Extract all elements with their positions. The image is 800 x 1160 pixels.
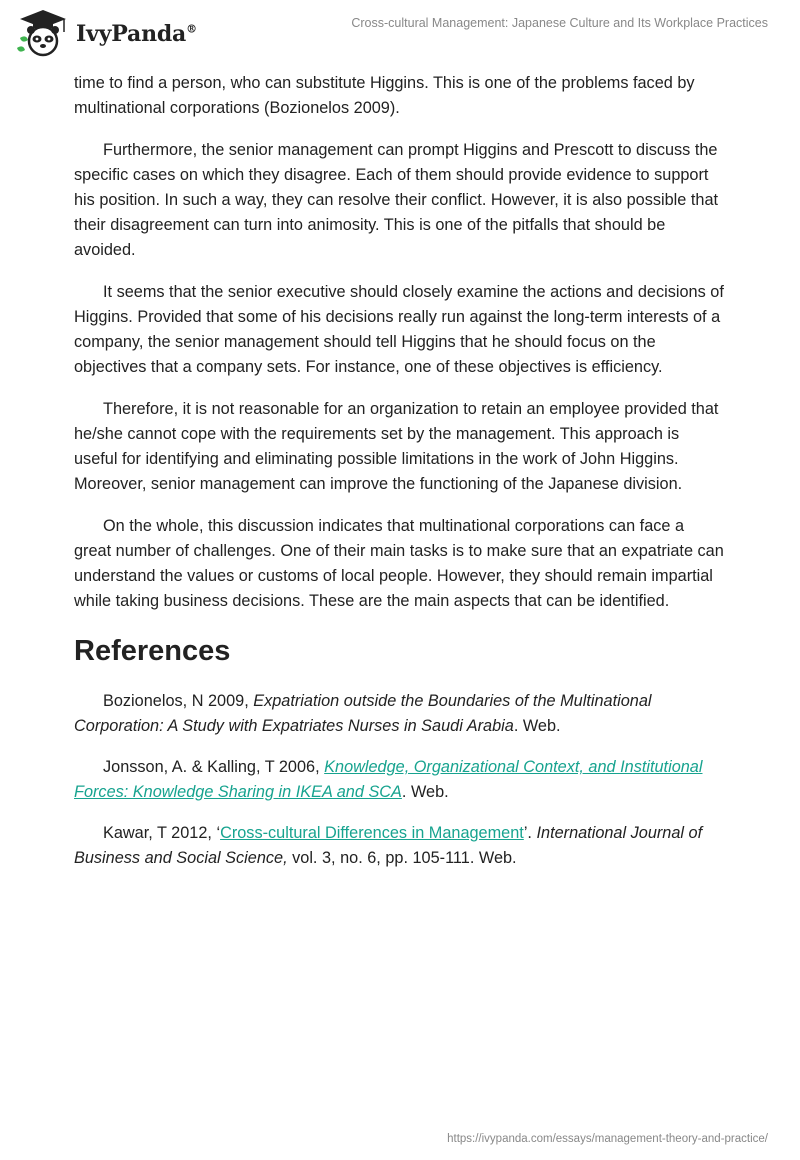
reference-link[interactable]: Cross-cultural Differences in Management (220, 824, 524, 842)
reference-link[interactable]: Knowledge, Organizational Context, and Institutional Forces: Knowledge Sharing in IKEA and SCA (74, 758, 703, 801)
paragraph: time to find a person, who can substitute Higgins. This is one of the problems faced by multinational corporations (Bozionelos 2009). (74, 74, 695, 117)
reference-title: Expatriation outside the Boundaries of the Multinational Corporation: A Study with Expatriates Nurses in Saudi Arabia (74, 692, 652, 735)
paragraph: It seems that the senior executive should closely examine the actions and decisions of Higgins. Provided that some of his decisions really run against the long-term interests of a company, the senior management should tell Higgins that he should focus on the objectives that a company sets. For instance, one of these objectives is efficiency. (74, 283, 724, 376)
reference-author: Kawar, T 2012, ‘ (103, 824, 221, 842)
paragraph: Therefore, it is not reasonable for an organization to retain an employee provided that he/she cannot cope with the requirements set by the management. This approach is useful for identifying and eliminating possible limitations in the work of John Higgins. Moreover, senior management can improve the functioning of the Japanese division. (74, 400, 719, 493)
paragraph: Furthermore, the senior management can prompt Higgins and Prescott to discuss the specific cases on which they disagree. Each of them should provide evidence to support his position. In such a way, they can resolve their conflict. However, it is also possible that their disagreement can turn into animosity. This is one of the pitfalls that should be avoided. (74, 141, 719, 259)
reference-item (74, 689, 724, 739)
reference-item (74, 821, 724, 871)
source-url: https://ivypanda.com/essays/management-theory-and-practice/ (447, 1133, 768, 1145)
essay-body (74, 71, 724, 887)
reference-suffix: vol. 3, no. 6, pp. 105-111. Web. (287, 849, 517, 867)
paragraph: On the whole, this discussion indicates that multinational corporations can face a great number of challenges. One of their main tasks is to make sure that an expatriate can understand the values or customs of local people. However, they should remain impartial while taking business decisions. These are the main aspects that can be identified. (74, 517, 724, 610)
reference-author: Bozionelos, N 2009, (103, 692, 254, 710)
page-header (0, 0, 800, 64)
reference-item (74, 755, 724, 805)
panda-graduate-icon (14, 8, 72, 58)
reference-journal: International Journal of Business and Social Science, (74, 824, 703, 867)
references-heading: References (74, 635, 231, 667)
reference-author: Jonsson, A. & Kalling, T 2006, (103, 758, 325, 776)
reference-suffix: . Web. (401, 783, 449, 801)
ivypanda-logo[interactable] (14, 8, 197, 58)
reference-suffix: . Web. (513, 717, 561, 735)
document-title: Cross-cultural Management: Japanese Culture and Its Workplace Practices (351, 16, 768, 30)
brand-name: IvyPanda® (76, 21, 197, 47)
reference-quote-close: ’. (523, 824, 537, 842)
